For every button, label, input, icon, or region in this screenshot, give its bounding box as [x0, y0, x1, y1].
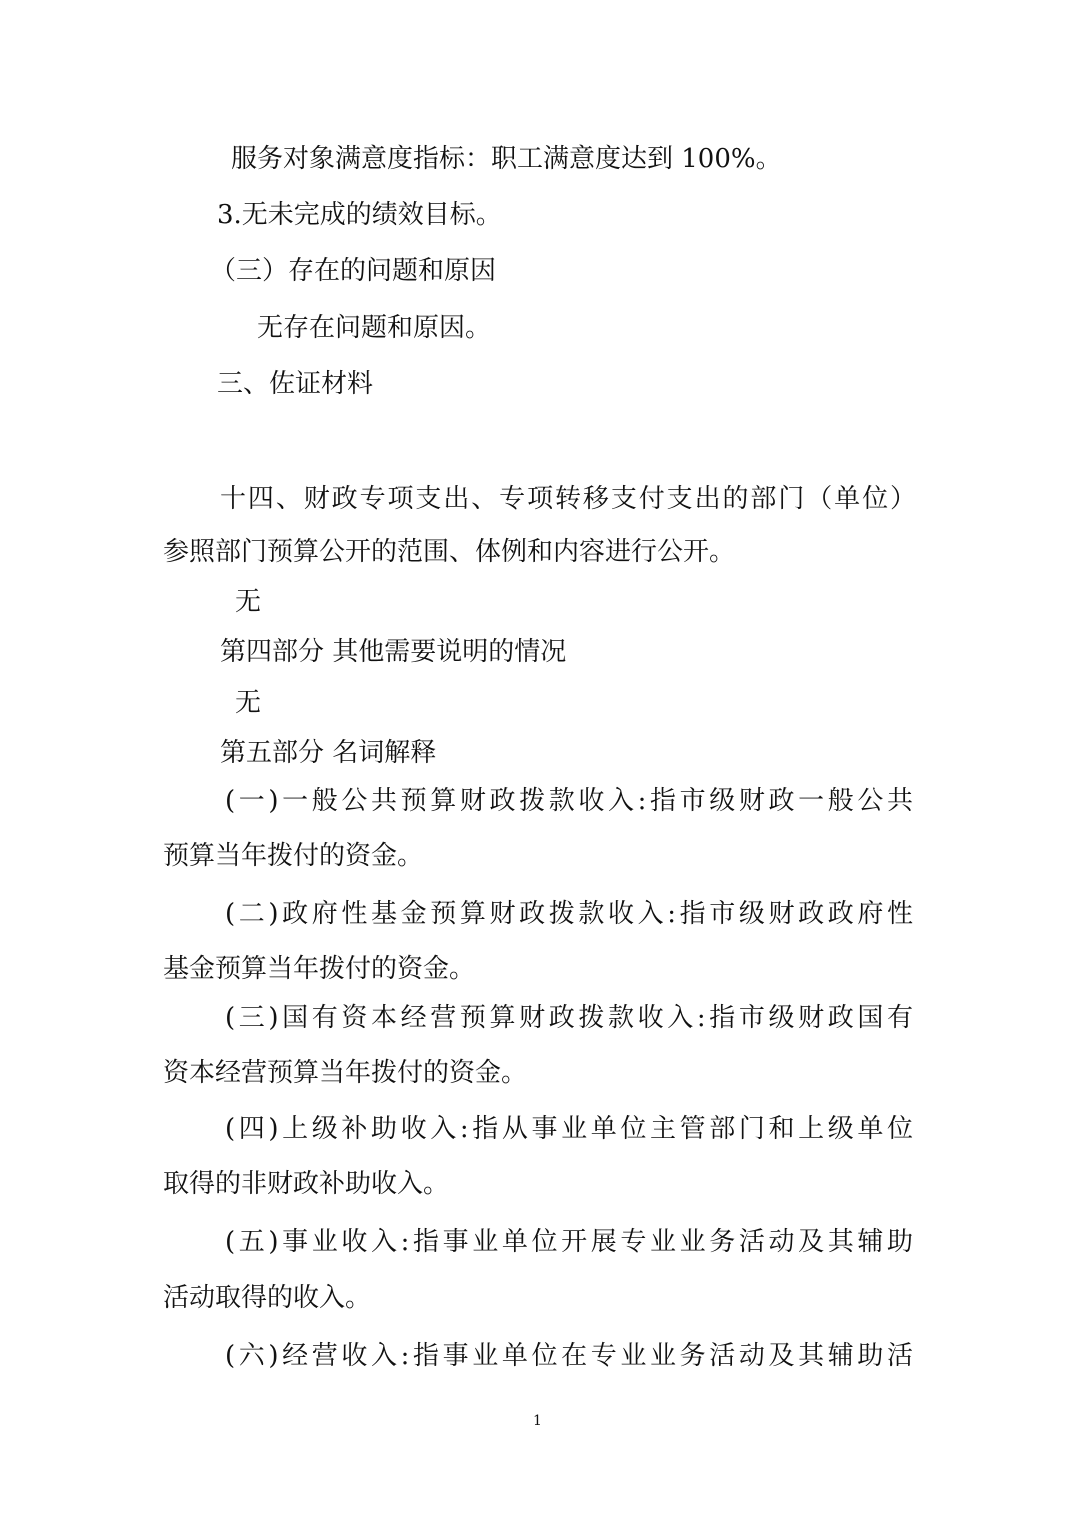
definition-1-line-1: (一)一般公共预算财政拨款收入:指市级财政一般公共	[225, 786, 913, 816]
definition-3-line-2: 资本经营预算当年拨付的资金。	[163, 1058, 528, 1088]
item-3-line: 3.无未完成的绩效目标。	[217, 200, 502, 230]
definition-2-line-1: (二)政府性基金预算财政拨款收入:指市级财政政府性	[225, 899, 913, 929]
section-3-heading: （三）存在的问题和原因	[210, 256, 497, 286]
definition-5-line-1: (五)事业收入:指事业单位开展专业业务活动及其辅助	[225, 1227, 913, 1257]
definition-3-line-1: (三)国有资本经营预算财政拨款收入:指市级财政国有	[225, 1003, 913, 1033]
page-number: 1	[533, 1413, 542, 1429]
item-14-heading-line-2: 参照部门预算公开的范围、体例和内容进行公开。	[163, 537, 736, 567]
item-14-heading-line-1: 十四、财政专项支出、专项转移支付支出的部门（单位）	[220, 484, 916, 514]
part-4-body: 无	[235, 688, 262, 718]
definition-5-line-2: 活动取得的收入。	[163, 1283, 372, 1313]
part-4-heading: 第四部分 其他需要说明的情况	[220, 637, 567, 667]
definition-4-line-1: (四)上级补助收入:指从事业单位主管部门和上级单位	[225, 1114, 913, 1144]
definition-6-line-1: (六)经营收入:指事业单位在专业业务活动及其辅助活	[225, 1341, 913, 1371]
definition-4-line-2: 取得的非财政补助收入。	[163, 1169, 450, 1199]
definition-1-line-2: 预算当年拨付的资金。	[163, 841, 424, 871]
satisfaction-indicator-line: 服务对象满意度指标：职工满意度达到 100%。	[231, 144, 782, 174]
part-5-heading: 第五部分 名词解释	[220, 738, 437, 768]
section-3-body: 无存在问题和原因。	[257, 313, 492, 343]
part-3-heading: 三、佐证材料	[217, 369, 374, 399]
item-14-body: 无	[235, 587, 262, 617]
definition-2-line-2: 基金预算当年拨付的资金。	[163, 954, 476, 984]
